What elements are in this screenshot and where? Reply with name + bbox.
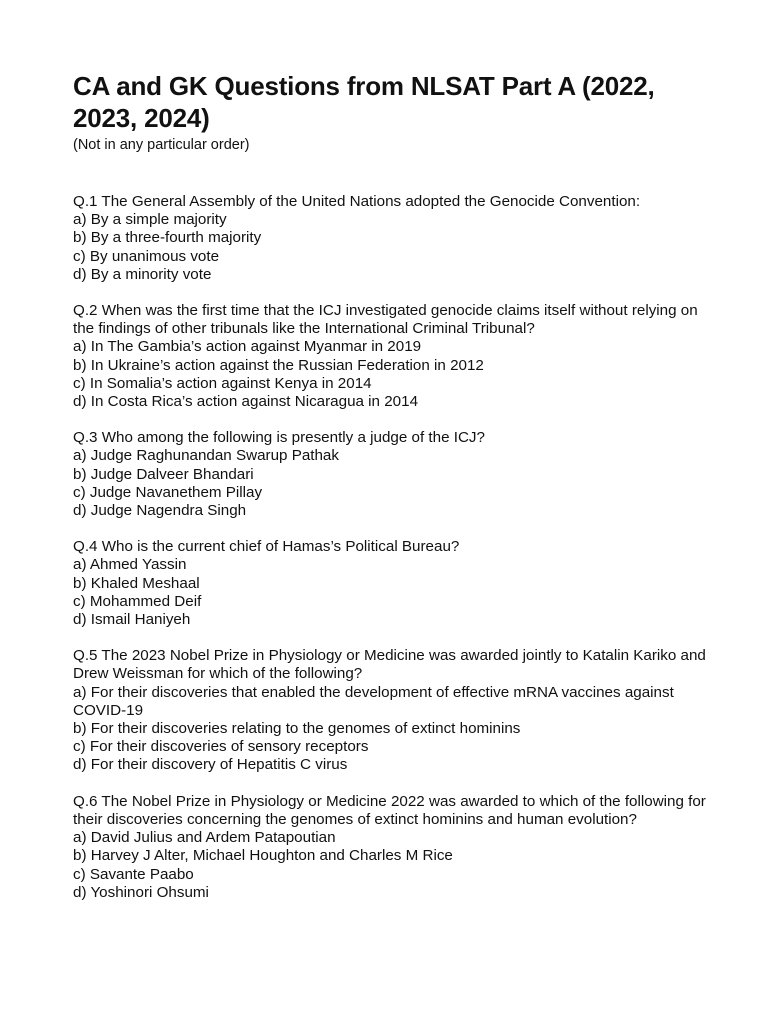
question-text: Q.3 Who among the following is presently a judge of the ICJ?	[73, 429, 485, 447]
option-c: c) Judge Navanethem Pillay	[73, 483, 263, 501]
question-text: Q.2 When was the first time that the ICJ investigated genocide claims itself without relying on the findings of other tribunals like the International Criminal Tribunal?	[73, 302, 698, 338]
question-1	[73, 193, 713, 284]
option-a: a) Ahmed Yassin	[73, 556, 187, 574]
option-d: d) For their discovery of Hepatitis C virus	[73, 756, 348, 774]
option-c: c) In Somalia’s action against Kenya in 2014	[73, 374, 372, 392]
question-list	[73, 193, 713, 902]
option-b: b) For their discoveries relating to the genomes of extinct hominins	[73, 720, 521, 738]
option-d: d) Yoshinori Ohsumi	[73, 883, 209, 901]
option-b: b) Harvey J Alter, Michael Houghton and Charles M Rice	[73, 847, 453, 865]
option-c: c) For their discoveries of sensory receptors	[73, 738, 369, 756]
question-text: Q.6 The Nobel Prize in Physiology or Medicine 2022 was awarded to which of the following for their discoveries concerning the genomes of extinct hominins and human evolution?	[73, 792, 706, 828]
question-6	[73, 793, 713, 902]
option-d: d) By a minority vote	[73, 265, 212, 283]
question-text: Q.1 The General Assembly of the United Nations adopted the Genocide Convention:	[73, 193, 641, 210]
option-c: c) Mohammed Deif	[73, 592, 202, 610]
document-subtitle: (Not in any particular order)	[73, 137, 250, 153]
question-2	[73, 302, 713, 411]
question-4	[73, 538, 713, 629]
question-5	[73, 647, 713, 774]
option-b: b) Khaled Meshaal	[73, 574, 200, 592]
option-d: d) In Costa Rica’s action against Nicaragua in 2014	[73, 393, 419, 411]
document-page	[73, 70, 713, 920]
option-d: d) Judge Nagendra Singh	[73, 502, 247, 520]
option-b: b) Judge Dalveer Bhandari	[73, 465, 254, 483]
option-a: a) By a simple majority	[73, 211, 227, 229]
option-a: a) In The Gambia’s action against Myanmar in 2019	[73, 338, 422, 356]
option-c: c) By unanimous vote	[73, 247, 220, 265]
question-text: Q.5 The 2023 Nobel Prize in Physiology or Medicine was awarded jointly to Katalin Kariko and Drew Weissman for which of the following?	[73, 647, 706, 683]
option-a: a) David Julius and Ardem Patapoutian	[73, 829, 336, 847]
option-c: c) Savante Paabo	[73, 865, 194, 883]
option-d: d) Ismail Haniyeh	[73, 611, 191, 629]
option-b: b) In Ukraine’s action against the Russian Federation in 2012	[73, 356, 484, 374]
question-3	[73, 429, 713, 520]
document-title: CA and GK Questions from NLSAT Part A (2022, 2023, 2024)	[73, 71, 655, 133]
option-a: a) For their discoveries that enabled the development of effective mRNA vaccines against COVID-19	[73, 683, 674, 719]
option-a: a) Judge Raghunandan Swarup Pathak	[73, 447, 339, 465]
question-text: Q.4 Who is the current chief of Hamas’s Political Bureau?	[73, 538, 460, 556]
option-b: b) By a three-fourth majority	[73, 229, 262, 247]
